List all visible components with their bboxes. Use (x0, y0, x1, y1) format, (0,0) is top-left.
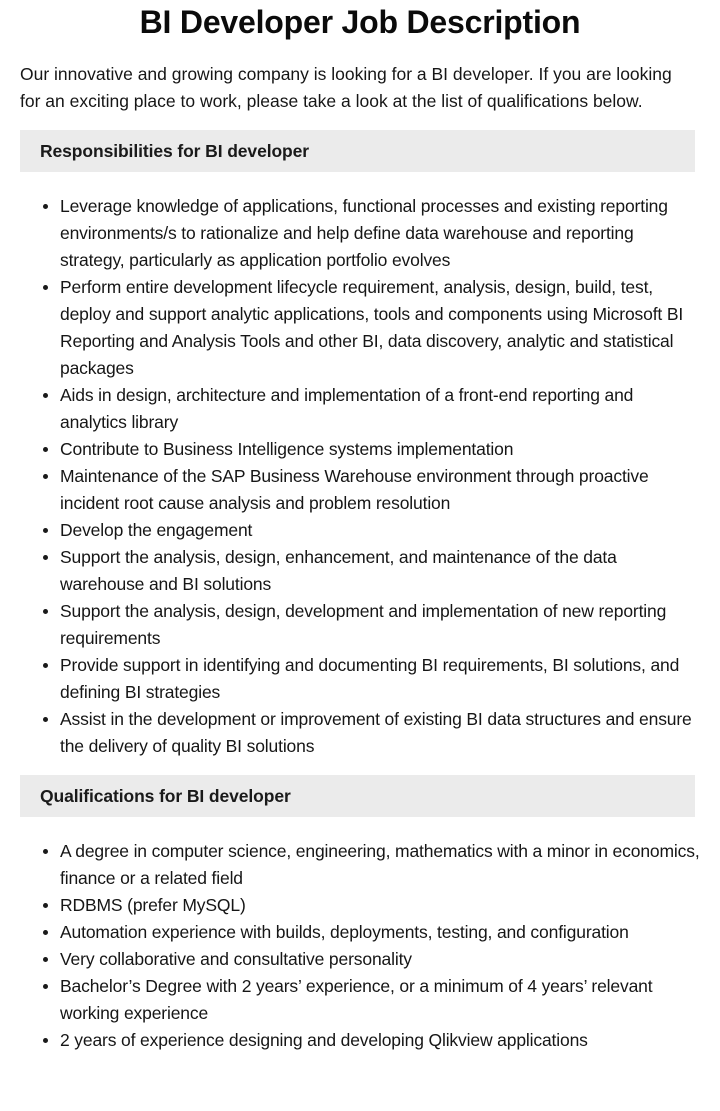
bullet-icon (43, 555, 48, 560)
page-title: BI Developer Job Description (139, 4, 581, 40)
bullet-icon (43, 903, 48, 908)
bullet-icon (43, 663, 48, 668)
bullet-icon (43, 447, 48, 452)
list-item (60, 919, 700, 946)
list-item-text: Assist in the development or improvement of existing BI data structures and ensure the delivery of quality BI solutions (60, 709, 692, 756)
bullet-icon (43, 849, 48, 854)
list-item-text: 2 years of experience designing and developing Qlikview applications (60, 1030, 588, 1050)
list-item-text: Automation experience with builds, deployments, testing, and configuration (60, 922, 629, 942)
list-item-text: Support the analysis, design, development and implementation of new reporting requirements (60, 601, 667, 648)
responsibilities-header (20, 130, 695, 172)
bullet-icon (43, 957, 48, 962)
list-item (60, 892, 700, 919)
list-item-text: A degree in computer science, engineering, mathematics with a minor in economics, finance or a related field (60, 841, 700, 888)
list-item-text: Maintenance of the SAP Business Warehouse environment through proactive incident root cause analysis and problem resolution (60, 466, 649, 513)
list-item-text: Very collaborative and consultative personality (60, 949, 412, 969)
bullet-icon (43, 528, 48, 533)
intro-paragraph: Our innovative and growing company is looking for a BI developer. If you are looking for an exciting place to work, please take a look at the list of qualifications below. (20, 64, 672, 111)
list-item (60, 436, 700, 463)
bullet-icon (43, 474, 48, 479)
qualifications-header (20, 775, 695, 817)
list-item (60, 706, 700, 760)
responsibilities-list (0, 193, 700, 760)
bullet-icon (43, 609, 48, 614)
list-item-text: Bachelor’s Degree with 2 years’ experience, or a minimum of 4 years’ relevant working experience (60, 976, 653, 1023)
list-item (60, 193, 700, 274)
list-item (60, 544, 700, 598)
list-item (60, 838, 700, 892)
list-item-text: Provide support in identifying and documenting BI requirements, BI solutions, and defining BI strategies (60, 655, 680, 702)
list-item-text: Leverage knowledge of applications, functional processes and existing reporting environments/s to rationalize and help define data warehouse and reporting strategy, particularly as application portfolio evolves (60, 196, 668, 270)
qualifications-heading: Qualifications for BI developer (40, 785, 291, 806)
list-item (60, 598, 700, 652)
responsibilities-heading: Responsibilities for BI developer (40, 140, 309, 161)
bullet-icon (43, 1038, 48, 1043)
list-item-text: RDBMS (prefer MySQL) (60, 895, 246, 915)
bullet-icon (43, 984, 48, 989)
list-item (60, 946, 700, 973)
list-item (60, 382, 700, 436)
list-item-text: Support the analysis, design, enhancement, and maintenance of the data warehouse and BI solutions (60, 547, 617, 594)
bullet-icon (43, 285, 48, 290)
list-item (60, 463, 700, 517)
list-item-text: Contribute to Business Intelligence systems implementation (60, 439, 514, 459)
list-item (60, 274, 700, 382)
list-item (60, 652, 700, 706)
list-item (60, 1027, 700, 1054)
list-item-text: Perform entire development lifecycle requirement, analysis, design, build, test, deploy and support analytic applications, tools and components using Microsoft BI Reporting and Analysis Tools and other BI, data discovery, analytic and statistical packages (60, 277, 684, 378)
bullet-icon (43, 393, 48, 398)
bullet-icon (43, 204, 48, 209)
list-item (60, 517, 700, 544)
list-item-text: Aids in design, architecture and implementation of a front-end reporting and analytics library (60, 385, 634, 432)
list-item-text: Develop the engagement (60, 520, 253, 540)
bullet-icon (43, 717, 48, 722)
list-item (60, 973, 700, 1027)
qualifications-list (0, 838, 700, 1054)
bullet-icon (43, 930, 48, 935)
